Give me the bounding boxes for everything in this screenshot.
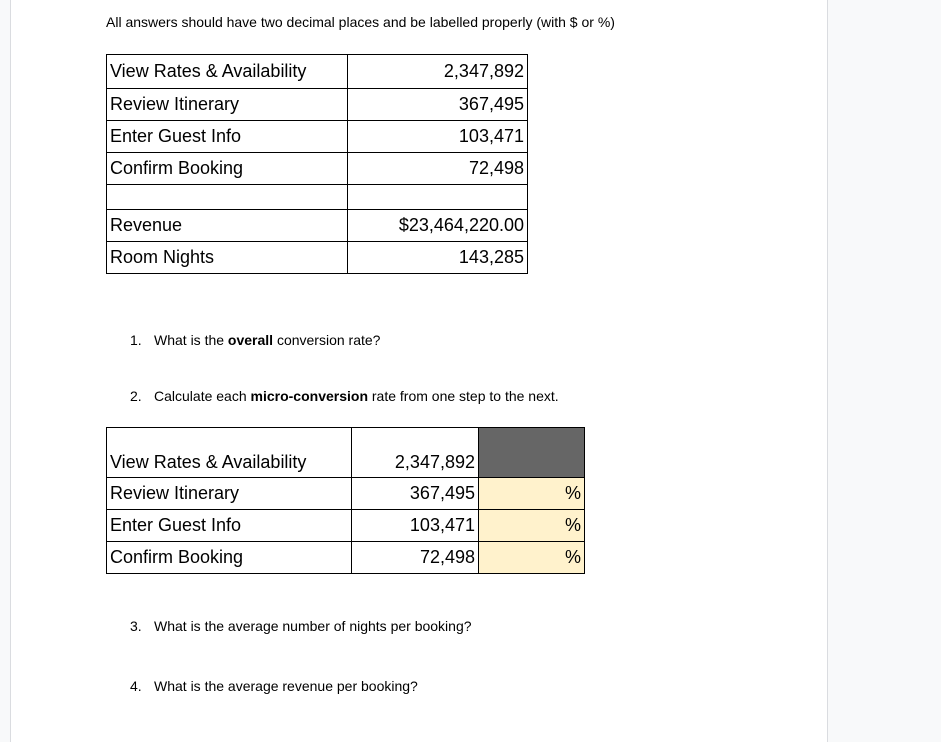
step-value: 72,498 xyxy=(352,542,479,574)
step-value: 2,347,892 xyxy=(352,428,479,478)
question-emphasis: micro-conversion xyxy=(250,388,368,404)
step-value: 367,495 xyxy=(352,478,479,510)
step-label: Enter Guest Info xyxy=(107,510,352,542)
table-row-blank xyxy=(107,185,528,210)
table-row xyxy=(107,89,528,121)
total-value: $23,464,220.00 xyxy=(348,210,528,242)
blank-cell xyxy=(348,185,528,210)
step-label: Review Itinerary xyxy=(107,89,348,121)
blank-cell xyxy=(107,185,348,210)
question-text: rate from one step to the next. xyxy=(368,388,559,404)
step-label: View Rates & Availability xyxy=(107,55,348,89)
question-number: 1. xyxy=(130,332,142,348)
total-label: Revenue xyxy=(107,210,348,242)
table-row xyxy=(107,55,528,89)
total-label: Room Nights xyxy=(107,242,348,274)
document-page xyxy=(10,0,828,742)
step-value: 103,471 xyxy=(352,510,479,542)
step-label: View Rates & Availability xyxy=(107,428,352,478)
question-text: What is the average revenue per booking? xyxy=(154,678,418,694)
step-value: 72,498 xyxy=(348,153,528,185)
micro-conversion-table xyxy=(106,427,585,574)
table-row xyxy=(107,510,585,542)
question-2 xyxy=(130,388,559,404)
step-value: 2,347,892 xyxy=(348,55,528,89)
question-text: Calculate each xyxy=(154,388,251,404)
question-4 xyxy=(130,678,418,694)
question-3 xyxy=(130,618,472,634)
answer-cell[interactable]: % xyxy=(479,510,585,542)
question-text: What is the xyxy=(154,332,228,348)
step-value: 367,495 xyxy=(348,89,528,121)
table-row xyxy=(107,121,528,153)
table-row xyxy=(107,478,585,510)
step-label: Enter Guest Info xyxy=(107,121,348,153)
step-label: Review Itinerary xyxy=(107,478,352,510)
instruction-text: All answers should have two decimal places and be labelled properly (with $ or %) xyxy=(106,14,615,30)
table-row xyxy=(107,153,528,185)
step-label: Confirm Booking xyxy=(107,153,348,185)
question-text: What is the average number of nights per booking? xyxy=(154,618,472,634)
answer-cell[interactable]: % xyxy=(479,478,585,510)
question-text: conversion rate? xyxy=(273,332,381,348)
disabled-cell xyxy=(479,428,585,478)
funnel-table xyxy=(106,54,528,274)
table-row xyxy=(107,428,585,478)
step-value: 103,471 xyxy=(348,121,528,153)
question-number: 2. xyxy=(130,388,142,404)
question-1 xyxy=(130,332,380,348)
question-number: 3. xyxy=(130,618,142,634)
table-row xyxy=(107,242,528,274)
answer-cell[interactable]: % xyxy=(479,542,585,574)
total-value: 143,285 xyxy=(348,242,528,274)
table-row xyxy=(107,210,528,242)
question-number: 4. xyxy=(130,678,142,694)
question-emphasis: overall xyxy=(227,332,274,348)
table-row xyxy=(107,542,585,574)
step-label: Confirm Booking xyxy=(107,542,352,574)
